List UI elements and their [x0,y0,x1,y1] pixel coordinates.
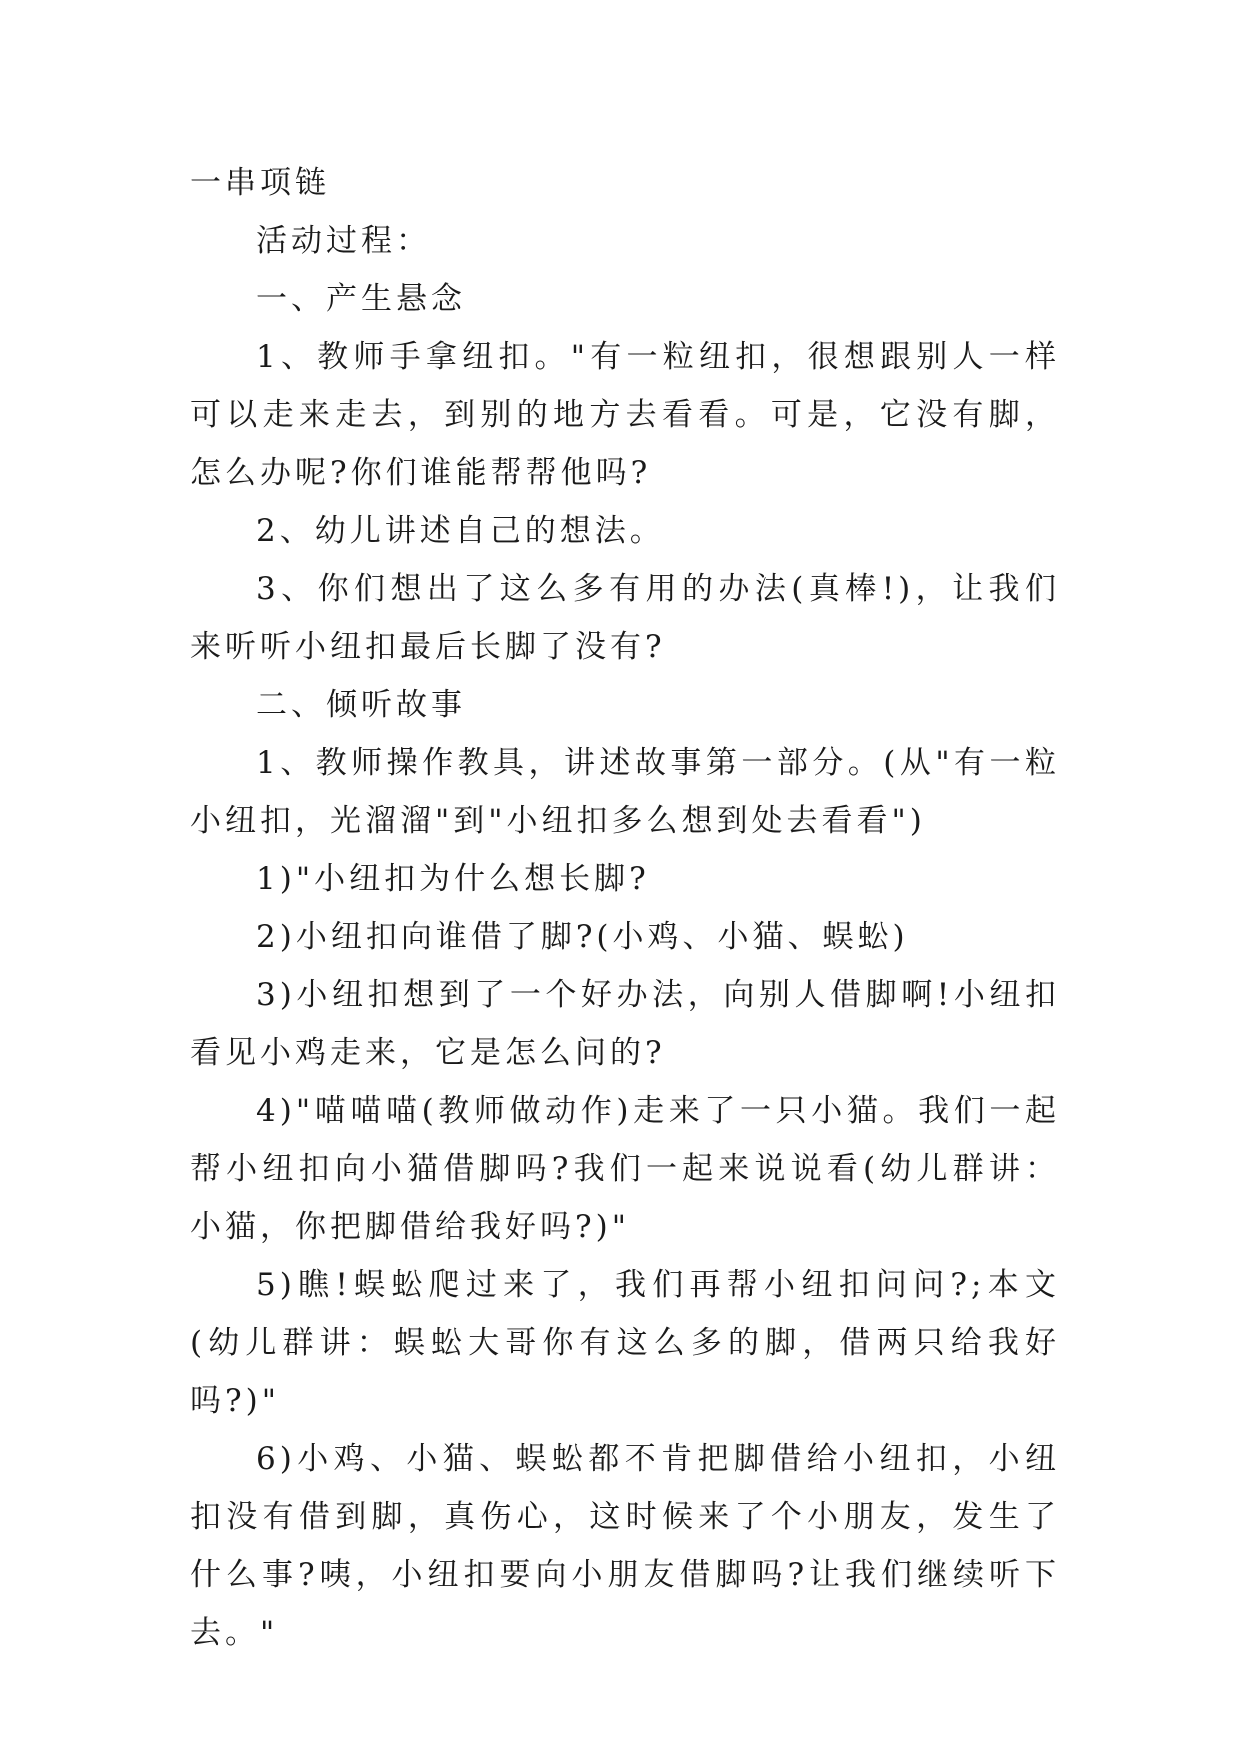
paragraph-activity-process: 活动过程： [256,223,431,259]
section-heading-story: 二、倾听故事 [256,687,466,723]
paragraph: 1、教师操作教具，讲述故事第一部分。(从"有一粒小纽扣，光溜溜"到"小纽扣多么想到处去看看") [190,745,1060,839]
document-body [190,154,1060,1662]
paragraph: 2)小纽扣向谁借了脚?(小鸡、小猫、蜈蚣) [256,919,909,955]
paragraph: 6)小鸡、小猫、蜈蚣都不肯把脚借给小纽扣，小纽扣没有借到脚，真伤心，这时候来了个小朋友，发生了什么事?咦，小纽扣要向小朋友借脚吗?让我们继续听下去。" [190,1441,1060,1651]
paragraph-title: 一串项链 [190,165,330,201]
paragraph: 1)"小纽扣为什么想长脚? [256,861,650,897]
paragraph: 3、你们想出了这么多有用的办法(真棒!)，让我们来听听小纽扣最后长脚了没有? [190,571,1060,665]
paragraph: 2、幼儿讲述自己的想法。 [256,513,665,549]
paragraph: 5)瞧!蜈蚣爬过来了，我们再帮小纽扣问问?;本文(幼儿群讲：蜈蚣大哥你有这么多的脚，借两只给我好吗?)" [190,1267,1060,1419]
section-heading-suspense: 一、产生悬念 [256,281,466,317]
paragraph: 4)"喵喵喵(教师做动作)走来了一只小猫。我们一起帮小纽扣向小猫借脚吗?我们一起来说说看(幼儿群讲：小猫，你把脚借给我好吗?)" [190,1093,1060,1245]
paragraph: 1、教师手拿纽扣。"有一粒纽扣，很想跟别人一样可以走来走去，到别的地方去看看。可是，它没有脚，怎么办呢?你们谁能帮帮他吗? [190,339,1060,491]
paragraph: 3)小纽扣想到了一个好办法，向别人借脚啊!小纽扣看见小鸡走来，它是怎么问的? [190,977,1060,1071]
